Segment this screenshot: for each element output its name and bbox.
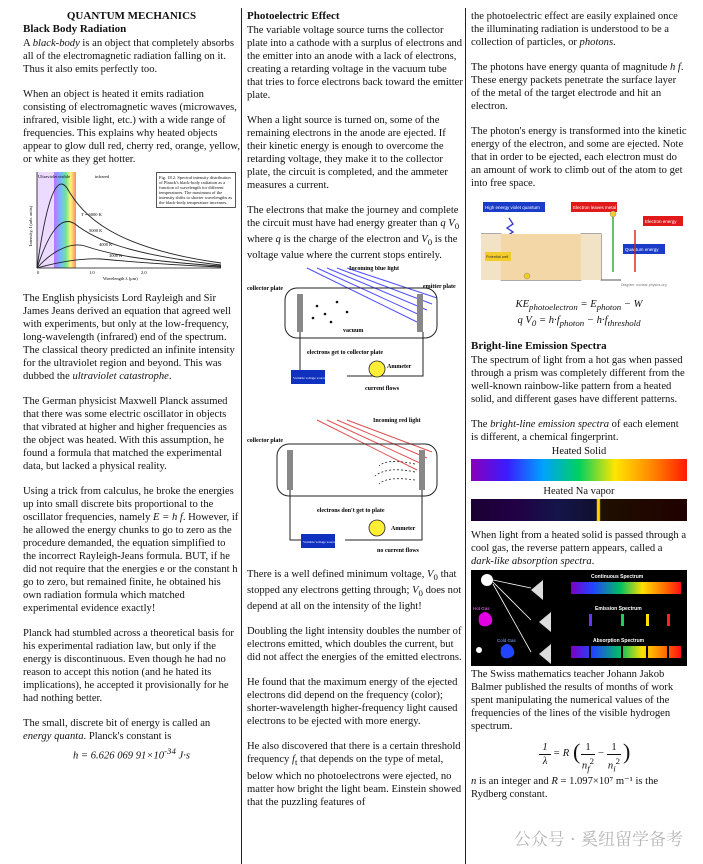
label: Potential well (486, 255, 509, 259)
paragraph: He found that the maximum energy of the ejected electrons did depend on the frequency (color); shorter-wavelength higher-frequency light caused electrons to be ejected with more energy. (247, 677, 458, 728)
label: no current flows (377, 548, 419, 555)
label: vacuum (343, 328, 364, 335)
paragraph: When light from a heated solid is passed through a cool gas, the reverse pattern appears, called a dark-like absorption spectra. (471, 530, 687, 568)
electrons (312, 301, 349, 324)
paragraph: The photons have energy quanta of magnitude h f. These energy packets penetrate the surface layer of the metal of the target electrode and hit an electron. (471, 62, 684, 112)
label: Incoming red light (373, 418, 421, 425)
photoelectric-diagram-blue (247, 266, 463, 408)
label: Variable voltage source (303, 540, 336, 545)
label: emitter plate (423, 284, 456, 291)
planck-constant: h = 6.626 069 $91\times 10^{-34}$ J·s (72, 746, 190, 762)
label: Ammeter (391, 526, 416, 533)
paragraph: The small, discrete bit of energy is called an energy quanta. Planck's constant is (23, 718, 211, 742)
y-axis-label: Intensity, I (arb. units) (28, 205, 33, 246)
x-axis-label: Wavelength λ (μm) (103, 276, 138, 281)
figure-caption: Fig. 18.2. Spectral intensity distribution of Planck's black-body radiation as a function of wavelength for different temperatures. The maximum of the intensity shifts to shorter wavelengths as the black-body temperature increases. (156, 172, 236, 208)
column-3 (471, 6, 687, 813)
column-2 (247, 6, 463, 821)
paragraph: Planck had stumbled across a theoretical basis for his experimental radiation law, but only if the energy is discontinuous. Even though he had no reason to accept this notion (and he hated its implications), he accepted it provisionally for he had nothing better. (23, 628, 234, 704)
emitter-plate (417, 294, 423, 332)
paragraph: n is an integer and R = 1.097×10⁷ m⁻¹ is the Rydberg constant. (471, 776, 659, 801)
curve-label: 5000 K (89, 228, 103, 233)
tick-label: 0 (37, 270, 40, 275)
label: current flows (365, 386, 400, 393)
paragraph: The photon's energy is transformed into the kinetic energy of the electron, and some are ejected. Note that in order to be ejected, each electron must do an amount of work to climb out of the atom to get into free space. (471, 126, 687, 189)
paragraph: the photoelectric effect are easily explained once the illuminating radiation is understood to be a collection of particles, or photons. (471, 11, 678, 48)
absorption-spectrum (571, 646, 681, 658)
ammeter (369, 361, 385, 377)
paragraph: The spectrum of light from a hot gas when passed through a prism was completely different from the well-known rainbow-like pattern from a heated solid, and different gases have different patterns. (471, 355, 685, 406)
spectrum-label: Heated Na vapor (543, 486, 615, 498)
paragraph: The German physicist Maxwell Planck assumed that there was some electric oscillator in objects that vibrated at higher and higher frequencies as the object was heated. With this assumption, he found a formula that matched the experimental data, but lacked a physical reality. (23, 396, 228, 472)
paragraph: The English physicists Lord Rayleigh and Sir James Jeans derived an equation that agreed well with experiments, but only at the low-frequency, long-wavelength (infrared) end of the spectrum. The classical theory predicted an infinite intensity for the ultraviolet region and beyond. This was dubbed the ultraviolet catastrophe. (23, 293, 235, 382)
label: Cold Gas (497, 638, 516, 644)
tick-label: 1.0 (89, 270, 95, 275)
label: Hot Gas (473, 606, 490, 612)
emitter-plate (419, 450, 425, 490)
paragraph: Doubling the light intensity doubles the number of electrons emitted, which doubles the current, but did not affect the energies of the emitted electrons. (247, 626, 462, 664)
label: Incoming blue light (349, 266, 400, 273)
na-vapor-spectrum (471, 499, 687, 521)
label: Electron leaves metal (573, 205, 617, 210)
paragraph: When an object is heated it emits radiation consisting of electromagnetic waves (microwaves, infrared, visible light, etc.) with a wide range of frequencies. This explains why heated objects appear to glow dull red, cherry red, orange, yellow, or white as they get hotter. (23, 89, 240, 165)
document-title: QUANTUM MECHANICS (66, 10, 197, 22)
blackbody-figure (23, 166, 240, 284)
paragraph: The variable voltage source turns the collector plate into a cathode with a surplus of electrons and the emitter into an anode with a lack of electrons, creating a retarding voltage in the vacuum tube that tries to force electrons back toward the emitter plate. (247, 25, 463, 101)
band-ir-label: infrared (95, 174, 110, 179)
photoelectric-equations: $KE_{photoelectron} = E_{photon} - W$ q $V_0 = h\cdot f_{photon} - h\cdot f_{threshold}$ (515, 299, 643, 329)
label: electrons don't get to plate (317, 508, 385, 515)
section-heading-blackbody: Black Body Radiation (23, 23, 127, 35)
collector-plate (287, 450, 293, 490)
label: collector plate (247, 286, 284, 293)
spectra-comparison-figure (471, 570, 687, 666)
column-divider (241, 8, 242, 864)
curve-label: T = 6000 K (81, 212, 102, 217)
light-bulb-icon (481, 574, 493, 586)
paragraph: The Swiss mathematics teacher Johann Jakob Balmer published the results of months of work spent manipulating the numerical values of the frequencies of the lines of the visible hydrogen spectrum. (471, 669, 674, 733)
curve-label: 3000 K (109, 253, 123, 258)
label: Continuous Spectrum (591, 574, 644, 581)
curve-label: 4000 K (99, 242, 113, 247)
label: collector plate (247, 438, 284, 445)
paragraph: The electrons that make the journey and complete the circuit must have had energy greater than q $V_0$ where q is the charge of the electron and $V_0$ is the voltage value where the current stops entirely. (247, 205, 460, 262)
band-vis-label: visible (58, 174, 70, 179)
label: Ammeter (387, 364, 412, 371)
red-light-rays (317, 420, 432, 470)
section-heading-photoelectric: Photoelectric Effect (247, 10, 340, 22)
label: Variable voltage source (293, 376, 326, 381)
label: Quantum energy (625, 247, 659, 252)
paragraph: There is a well defined minimum voltage, $V_0$ that stopped any electrons getting through; $V_0$ does not depend at all on the intensity of the light! (247, 569, 462, 613)
paragraph: Using a trick from calculus, he broke the energies up into small discrete bits proportional to the oscillator frequencies, namely E = h f. However, if he allowed the energy chunks to go to zero as the procedure demanded, the equation simplified to the incorrect Rayleigh-Jeans formula. BUT, if he did not require that the energies e or the constant h go to zero, but remained finite, he obtained his own radiation formula which matched experimental evidence exactly! (23, 486, 239, 614)
potential-well-diagram (471, 194, 687, 290)
label: electrons get to collector plate (307, 350, 384, 357)
band-uv-label: Ultraviolet (38, 174, 58, 179)
ammeter (369, 520, 385, 536)
potential-well (501, 234, 581, 280)
paragraph: A black-body is an object that completely absorbs all of the electromagnetic radiation falling on it. Thus it also emits perfectly too. (23, 38, 234, 75)
label: Absorption Spectrum (593, 638, 645, 645)
electron-dot (524, 273, 530, 279)
watermark: 公众号 · 奚纽留学备考 (513, 830, 683, 850)
collector-plate (297, 294, 303, 332)
section-heading-emission: Bright-line Emission Spectra (471, 340, 607, 353)
label: High energy violet quantum (485, 205, 540, 210)
column-divider (465, 8, 466, 864)
spectrum-label: Heated Solid (551, 446, 607, 458)
column-1 (23, 6, 240, 773)
photoelectric-diagram-red (247, 414, 463, 560)
balmer-equation: 1 λ = R ( 1 $n_f^2$ − 1 $n_i^2$ ) (471, 737, 687, 771)
continuous-spectrum (571, 582, 681, 594)
electron-paths (375, 462, 415, 485)
label: Diagram: nuclear-physics.org (621, 283, 667, 287)
paragraph: When a light source is turned on, some of the remaining electrons in the anode are ejected. If their kinetic energy is enough to overcome the retarding voltage, they make it to the collector plate, the circuit is completed, and the ammeter measures a current. (247, 115, 448, 191)
paragraph: He also discovered that there is a certain threshold frequency $f_t$ that depends on the type of metal, below which no photoelectrons were ejected, no matter how bright the light beam. Einstein showed that the puzzling features of (247, 741, 462, 808)
tick-label: 2.0 (141, 270, 147, 275)
label: Electron energy (645, 219, 677, 224)
heated-solid-spectrum (471, 459, 687, 481)
label: Emission Spectrum (595, 606, 642, 613)
paragraph: The bright-line emission spectra of each element is different, a chemical fingerprint. (471, 419, 679, 444)
